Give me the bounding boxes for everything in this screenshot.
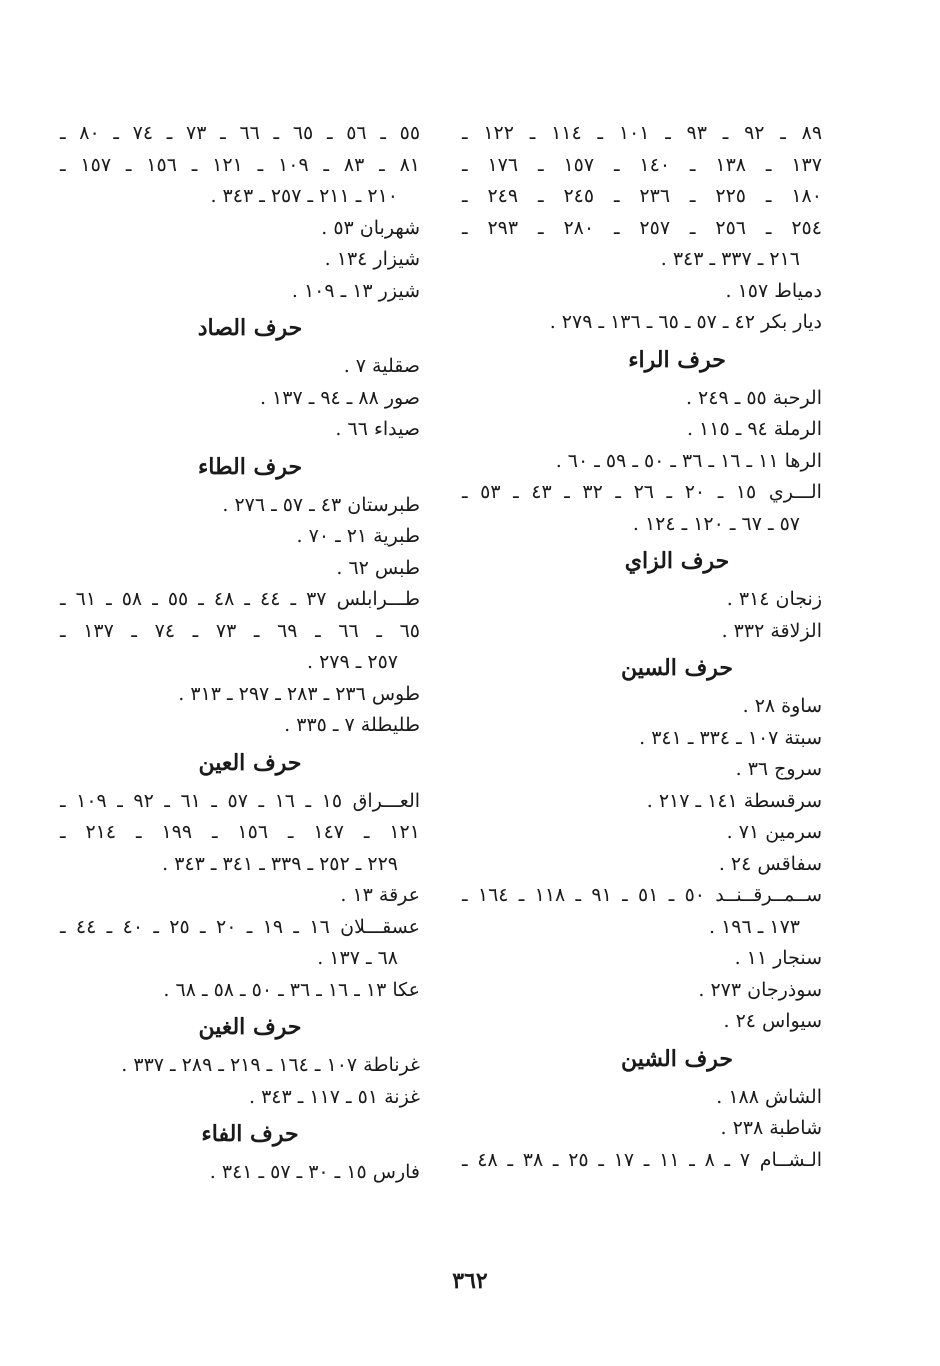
index-entry-line: ٥٧ ـ ٦٧ ـ ١٢٠ ـ ١٢٤ . (632, 512, 800, 535)
index-entry-line: غزنة ٥١ ـ ١١٧ ـ ٣٤٣ . (248, 1085, 420, 1108)
index-entry-line: غرناطة ١٠٧ ـ ١٦٤ ـ ٢١٩ ـ ٢٨٩ ـ ٣٣٧ . (121, 1054, 420, 1076)
index-entry-line: عكا ١٣ ـ ١٦ ـ ٣٦ ـ ٥٠ ـ ٥٨ ـ ٦٨ . (163, 978, 420, 1001)
index-entry-line: طبرستان ٤٣ ـ ٥٧ ـ ٢٧٦ . (222, 493, 420, 516)
index-entry-line: شهربان ٥٣ . (321, 216, 420, 239)
index-entry-line: سرمين ٧١ . (726, 821, 822, 843)
index-entry-line: شاطبة ٢٣٨ . (720, 1117, 822, 1139)
index-entry-line: طليطلة ٧ ـ ٣٣٥ . (284, 714, 420, 736)
section-heading: حرف السين (620, 655, 734, 681)
index-entry-line: الـشــام ٧ ـ ٨ ـ ١١ ـ ١٧ ـ ٢٥ ـ ٣٨ ـ ٤٨ ـ (462, 1148, 823, 1171)
index-column-left (60, 118, 420, 1189)
index-entry-line: دمياط ١٥٧ . (725, 279, 822, 302)
index-entry-line: شيزار ١٣٤ . (324, 248, 420, 270)
index-entry-line: ديار بكر ٤٢ ـ ٥٧ ـ ٦٥ ـ ١٣٦ ـ ٢٧٩ . (549, 311, 822, 333)
index-entry-line: طوس ٢٣٦ ـ ٢٨٣ ـ ٢٩٧ ـ ٣١٣ . (178, 682, 420, 705)
index-entry-line: شيزر ١٣ ـ ١٠٩ . (291, 279, 420, 302)
index-entry-line: ٢٢٩ ـ ٢٥٢ ـ ٣٣٩ ـ ٣٤١ ـ ٣٤٣ . (162, 852, 398, 875)
index-entry-line: طبس ٦٢ . (336, 556, 420, 579)
index-entry-line: سيواس ٢٤ . (723, 1010, 822, 1032)
index-entry-line: العـــراق ١٥ ـ ١٦ ـ ٥٧ ـ ٦١ ـ ٩٢ ـ ١٠٩ ـ (60, 789, 421, 812)
index-entry-line: صيداء ٦٦ . (335, 418, 420, 440)
index-entry-line: ٦٨ ـ ١٣٧ . (317, 947, 398, 969)
section-heading: حرف الغين (198, 1014, 302, 1040)
index-entry-line: سرقسطة ١٤١ ـ ٢١٧ . (646, 789, 822, 812)
index-entry-line: ساوة ٢٨ . (742, 695, 822, 717)
index-entry-line: الرملة ٩٤ ـ ١١٥ . (686, 418, 822, 440)
index-entry-line: ١٨٠ ـ ٢٢٥ ـ ٢٣٦ ـ ٢٤٥ ـ ٢٤٩ ـ (462, 185, 822, 207)
index-entry-line: طبرية ٢١ ـ ٧٠ . (296, 525, 420, 547)
section-heading: حرف الزاي (624, 548, 730, 574)
index-entry-line: ٢١٠ ـ ٢١١ ـ ٢٥٧ ـ ٣٤٣ . (210, 185, 398, 207)
index-entry-line: زنجان ٣١٤ . (726, 588, 822, 610)
index-entry-line: سبتة ١٠٧ ـ ٣٣٤ ـ ٣٤١ . (639, 726, 822, 749)
index-entry-line: ٥٥ ـ ٥٦ ـ ٦٥ ـ ٦٦ ـ ٧٣ ـ ٧٤ ـ ٨٠ ـ (60, 122, 421, 144)
section-heading: حرف العين (198, 749, 302, 776)
index-entry-line: ٢١٦ ـ ٣٣٧ ـ ٣٤٣ . (660, 248, 800, 270)
index-entry-line: سوذرجان ٢٧٣ . (698, 978, 822, 1001)
index-entry-line: صور ٨٨ ـ ٩٤ ـ ١٣٧ . (259, 386, 420, 409)
section-heading: حرف الراء (628, 346, 726, 373)
index-entry-line: سفاقس ٢٤ . (718, 852, 822, 875)
index-entry-line: عرقة ١٣ . (340, 884, 420, 906)
index-entry-line: ٢٥٧ ـ ٢٧٩ . (307, 651, 398, 673)
section-heading: حرف الصاد (197, 315, 303, 341)
index-entry-line: ١٣٧ ـ ١٣٨ ـ ١٤٠ ـ ١٥٧ ـ ١٧٦ ـ (462, 153, 822, 176)
section-heading: حرف الطاء (197, 453, 303, 480)
section-heading: حرف الفاء (201, 1121, 299, 1147)
section-heading: حرف الشين (620, 1045, 734, 1072)
index-entry-line: الزلاقة ٣٣٢ . (721, 619, 822, 642)
index-entry-line: ١٢١ ـ ١٤٧ ـ ١٥٦ ـ ١٩٩ ـ ٢١٤ ـ (60, 821, 420, 843)
index-entry-line: فارس ١٥ ـ ٣٠ ـ ٥٧ ـ ٣٤١ . (209, 1161, 420, 1183)
index-entry-line: ٨٩ ـ ٩٢ ـ ٩٣ ـ ١٠١ ـ ١١٤ ـ ١٢٢ ـ (462, 122, 823, 144)
index-entry-line: ٨١ ـ ٨٣ ـ ١٠٩ ـ ١٢١ ـ ١٥٦ ـ ١٥٧ ـ (60, 153, 420, 176)
index-entry-line: سنجار ١١ . (734, 947, 822, 969)
index-entry-line: عسقـــلان ١٦ ـ ١٩ ـ ٢٠ ـ ٢٥ ـ ٤٠ ـ ٤٤ ـ (60, 915, 421, 938)
index-entry-line: ٦٥ ـ ٦٦ ـ ٦٩ ـ ٧٣ ـ ٧٤ ـ ١٣٧ ـ (60, 619, 420, 642)
index-entry-line: الرها ١١ ـ ١٦ ـ ٣٦ ـ ٥٠ ـ ٥٩ ـ ٦٠ . (555, 449, 822, 472)
index-entry-line: ١٧٣ ـ ١٩٦ . (709, 915, 800, 938)
page-number: ٣٦٢ (452, 1268, 488, 1294)
index-entry-line: الرحبة ٥٥ ـ ٢٤٩ . (685, 386, 822, 409)
index-entry-line: صقلية ٧ . (343, 355, 420, 377)
index-entry-line: ســمــرقــنــد ٥٠ ـ ٥١ ـ ٩١ ـ ١١٨ ـ ١٦٤ ـ (462, 884, 822, 906)
index-entry-line: طـــرابلس ٣٧ ـ ٤٤ ـ ٤٨ ـ ٥٥ ـ ٥٨ ـ ٦١ ـ (60, 588, 420, 610)
index-entry-line: الشاش ١٨٨ . (716, 1085, 822, 1108)
index-entry-line: ٢٥٤ ـ ٢٥٦ ـ ٢٥٧ ـ ٢٨٠ ـ ٢٩٣ ـ (462, 216, 822, 239)
index-entry-line: سروج ٣٦ . (735, 758, 822, 780)
index-column-right (462, 118, 822, 1176)
index-entry-line: الـــري ١٥ ـ ٢٠ ـ ٢٦ ـ ٣٢ ـ ٤٣ ـ ٥٣ ـ (462, 481, 822, 503)
